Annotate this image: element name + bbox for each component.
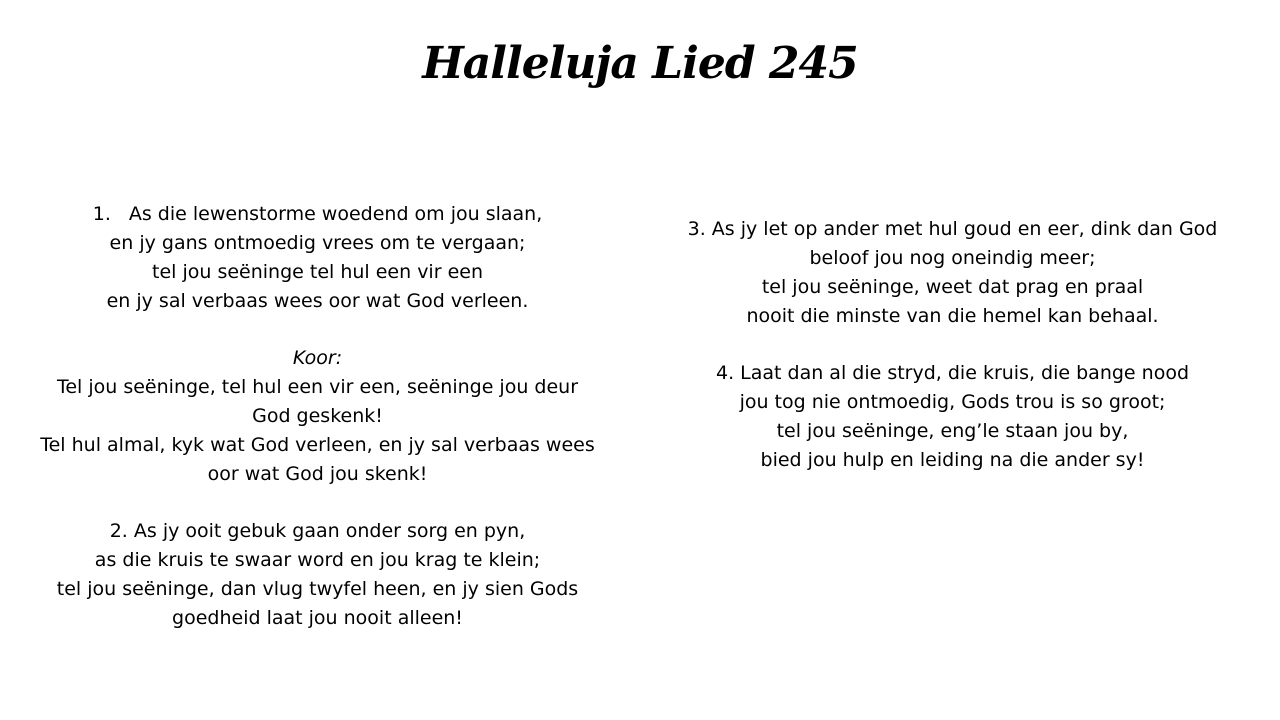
verse-3-line-4: nooit die minste van die hemel kan behaal. [746, 305, 1159, 327]
verse-1-line-2: en jy gans ontmoedig vrees om te vergaan; [109, 232, 526, 254]
chorus-line-4: oor wat God jou skenk! [207, 463, 428, 485]
verse-4-line-3: tel jou seëninge, eng’le staan jou by, [776, 420, 1129, 442]
chorus-line-3: Tel hul almal, kyk wat God verleen, en jy sal verbaas wees [40, 434, 595, 456]
verse-2-line-3: tel jou seëninge, dan vlug twyfel heen, en jy sien Gods [56, 578, 579, 600]
verse-2 [30, 517, 605, 633]
chorus-label: Koor: [292, 347, 343, 369]
slide-title: Halleluja Lied 245 [422, 38, 858, 89]
verse-4-line-1: 4. Laat dan al die stryd, die kruis, die bange nood [715, 362, 1190, 384]
spacer [30, 316, 605, 344]
verse-1-line-1-text: As die lewenstorme woedend om jou slaan, [128, 203, 543, 225]
verse-2-line-4: goedheid laat jou nooit alleen! [172, 607, 463, 629]
verse-4-line-4: bied jou hulp en leiding na die ander sy! [760, 449, 1145, 471]
left-column [30, 200, 605, 633]
verse-3-line-2: beloof jou nog oneindig meer; [809, 247, 1096, 269]
verse-3 [665, 215, 1240, 331]
verse-1-line-3: tel jou seëninge tel hul een vir een [152, 261, 483, 283]
verse-1-line-1 [30, 200, 605, 229]
chorus-line-2: God geskenk! [252, 405, 383, 427]
verse-2-line-2: as die kruis te swaar word en jou krag te klein; [94, 549, 541, 571]
right-column [665, 215, 1240, 475]
verse-1-number: 1. [92, 203, 111, 225]
verse-2-line-1: 2. As jy ooit gebuk gaan onder sorg en pyn, [109, 520, 526, 542]
chorus [30, 344, 605, 489]
verse-1 [30, 200, 605, 316]
verse-4-line-2: jou tog nie ontmoedig, Gods trou is so groot; [739, 391, 1166, 413]
chorus-line-1: Tel jou seëninge, tel hul een vir een, seëninge jou deur [56, 376, 579, 398]
verse-4 [665, 359, 1240, 475]
verse-3-line-1: 3. As jy let op ander met hul goud en eer, dink dan God [687, 218, 1218, 240]
verse-1-line-4: en jy sal verbaas wees oor wat God verleen. [106, 290, 529, 312]
spacer [30, 489, 605, 517]
verse-3-line-3: tel jou seëninge, weet dat prag en praal [761, 276, 1144, 298]
spacer [665, 331, 1240, 359]
